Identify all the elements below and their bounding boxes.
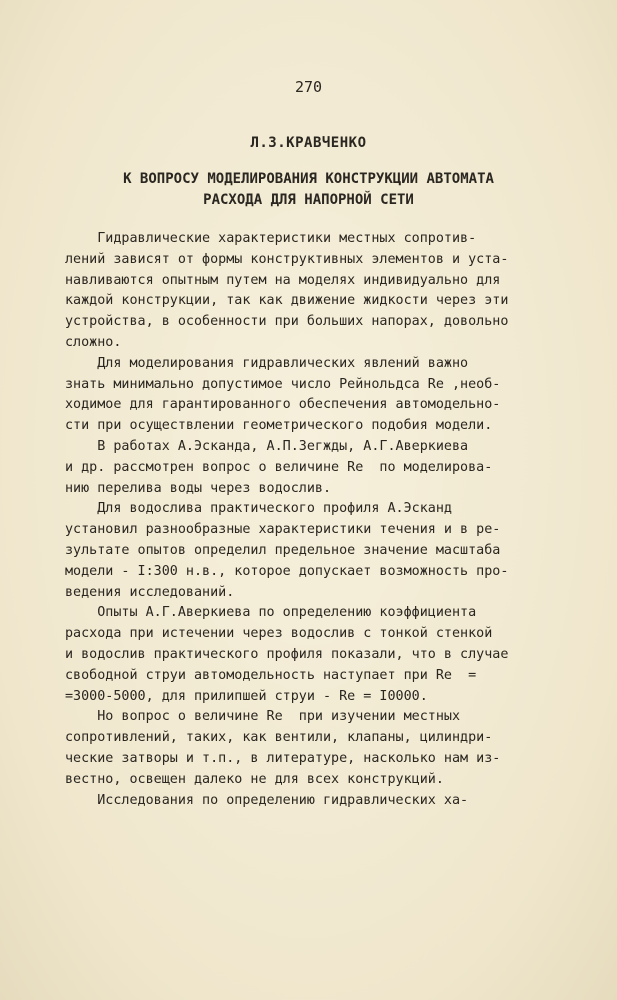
title-line: К ВОПРОСУ МОДЕЛИРОВАНИЯ КОНСТРУКЦИИ АВТОМАТА	[123, 171, 494, 187]
page-number: 270	[294, 78, 323, 96]
text-line: сти при осуществлении геометрического подобия модели.	[65, 418, 493, 434]
text-line: Исследования по определению гидравлических ха-	[65, 792, 469, 808]
text-line: знать минимально допустимое число Рейнольдса Re ,необ-	[65, 376, 501, 392]
text-line: сопротивлений, таких, как вентили, клапаны, цилиндри-	[65, 730, 493, 746]
text-line: расхода при истечении через водослив с тонкой стенкой	[65, 626, 493, 642]
text-line: В работах А.Эсканда, А.П.Зегжды, А.Г.Аверкиева	[65, 438, 469, 454]
text-line: и др. рассмотрен вопрос о величине Re по моделирова-	[65, 459, 493, 475]
paragraph	[65, 437, 585, 499]
text-line: Для водослива практического профиля А.Эсканд	[65, 501, 452, 517]
text-line: Но вопрос о величине Re при изучении местных	[65, 709, 461, 725]
text-line: зультате опытов определил предельное значение масштаба	[65, 542, 501, 558]
paragraph	[65, 603, 585, 707]
paragraph	[65, 354, 585, 437]
text-line: ходимое для гарантированного обеспечения автомодельно-	[65, 397, 501, 413]
paragraph	[65, 707, 585, 790]
text-line: ведения исследований.	[65, 584, 235, 600]
author-name: Л.З.КРАВЧЕНКО	[250, 135, 367, 151]
text-line: каждой конструкции, так как движение жидкости через эти	[65, 293, 509, 309]
text-line: =3000-5000, для прилипшей струи - Re = I0000.	[65, 688, 428, 704]
text-line: свободной струи автомодельность наступает при Re =	[65, 667, 477, 683]
article-body	[65, 229, 585, 811]
text-line: модели - I:300 н.в., которое допускает возможность про-	[65, 563, 509, 579]
text-line: устройства, в особенности при больших напорах, довольно	[65, 314, 509, 330]
text-line: Гидравлические характеристики местных сопротив-	[65, 231, 477, 246]
text-line: установил разнообразные характеристики течения и в ре-	[65, 522, 501, 538]
article-title	[60, 168, 557, 210]
text-line: сложно.	[65, 334, 122, 350]
text-line: и водослив практического профиля показали, что в случае	[65, 646, 509, 662]
title-line: РАСХОДА ДЛЯ НАПОРНОЙ СЕТИ	[203, 191, 414, 208]
text-line: вестно, освещен далеко не для всех конструкций.	[65, 771, 444, 787]
paragraph	[65, 499, 585, 603]
paragraph	[65, 229, 585, 354]
paragraph	[65, 791, 585, 812]
text-line: нию перелива воды через водослив.	[65, 480, 332, 496]
text-line: Для моделирования гидравлических явлений важно	[65, 355, 469, 371]
text-line: Опыты А.Г.Аверкиева по определению коэффициента	[65, 605, 477, 621]
text-line: лений зависят от формы конструктивных элементов и уста-	[65, 251, 509, 267]
text-line: навливаются опытным путем на моделях индивидуально для	[65, 272, 501, 288]
text-line: ческие затворы и т.п., в литературе, насколько нам из-	[65, 750, 501, 766]
